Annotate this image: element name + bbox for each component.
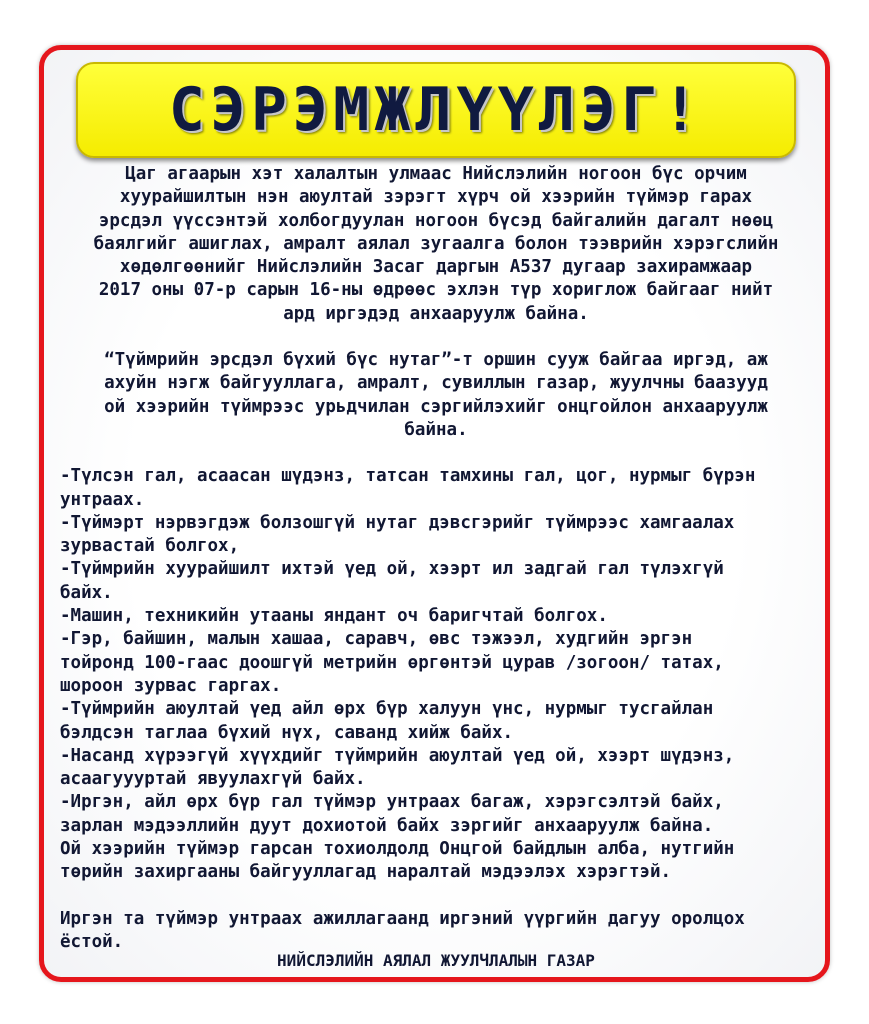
intro-line: хөдөлгөөнийг Нийслэлийн Засаг даргын А537 дугаар захирамжаар bbox=[119, 257, 753, 278]
list-line: -Түймрийн хуурайшилт ихтэй үед ой, хээрт ил задгай гал түлэхгүй bbox=[60, 559, 724, 580]
list-line: тойронд 100-гаас доошгүй метрийн өргөнтэй цурав /зогоон/ татах, bbox=[60, 652, 724, 673]
list-line: -Түлсэн гал, асаасан шүдэнз, татсан тамхины гал, цог, нурмыг бүрэн bbox=[60, 466, 756, 487]
warning-line: ахуйн нэгж байгууллага, амралт, сувиллын газар, жуулчны баазууд bbox=[104, 373, 768, 394]
list-line: унтраах. bbox=[60, 489, 145, 510]
intro-paragraph bbox=[60, 163, 812, 326]
intro-line: ард иргэдэд анхааруулж байна. bbox=[283, 303, 589, 324]
list-line: -Иргэн, айл өрх бүр гал түймэр унтраах багаж, хэрэгсэлтэй байх, bbox=[60, 792, 724, 813]
title-banner bbox=[76, 62, 796, 158]
list-line: -Түймэрт нэрвэгдэж болзошгүй нутаг дэвсгэрийг түймрээс хамгаалах bbox=[60, 512, 735, 533]
warning-paragraph bbox=[60, 349, 812, 442]
list-line: Ой хээрийн түймэр гарсан тохиолдолд Онцгой байдлын алба, нутгийн bbox=[60, 839, 735, 860]
intro-line: Цаг агаарын хэт халалтын улмаас Нийслэлийн ногоон бүс орчим bbox=[125, 164, 747, 184]
intro-line: эрсдэл үүссэнтэй холбогдуулан ногоон бүсэд байгалийн дагалт нөөц bbox=[98, 210, 774, 231]
spacer bbox=[60, 885, 812, 908]
intro-line: баялгийг ашиглах, амралт аялал зугаалга болон тээврийн хэрэгслийн bbox=[93, 233, 779, 254]
list-line: бэлдсэн таглаа бүхий нүх, саванд хийж байх. bbox=[60, 722, 514, 743]
list-line: -Гэр, байшин, малын хашаа, саравч, өвс тэжээл, худгийн эргэн bbox=[60, 629, 693, 650]
warning-line: байна. bbox=[404, 419, 468, 440]
list-line: -Машин, техникийн утааны яндант оч баригчтай болгох. bbox=[60, 606, 608, 627]
closing-line: Иргэн та түймэр унтраах ажиллагаанд иргэний үүргийн дагуу оролцох bbox=[60, 908, 745, 929]
closing-paragraph bbox=[60, 908, 812, 955]
list-line: -Насанд хүрээгүй хүүхдийг түймрийн аюултай үед ой, хээрт шүдэнз, bbox=[60, 745, 735, 766]
list-line: зурвастай болгох, bbox=[60, 536, 240, 557]
warning-line: “Түймрийн эрсдэл бүхий бүс нутаг”-т оршин сууж байгаа иргэд, аж bbox=[104, 350, 768, 371]
issuer-signature: НИЙСЛЭЛИЙН АЯЛАЛ ЖУУЛЧЛАЛЫН ГАЗАР bbox=[277, 951, 595, 970]
warning-line: ой хээрийн түймрээс урьдчилан сэргийлэхийг онцгойлон анхааруулж bbox=[104, 396, 768, 417]
closing-line: ёстой. bbox=[60, 931, 124, 952]
list-line: байх. bbox=[60, 582, 113, 603]
list-line: шороон зурвас гаргах. bbox=[60, 675, 282, 696]
list-line: -Түймрийн аюултай үед айл өрх бүр халуун үнс, нурмыг тусгайлан bbox=[60, 699, 714, 720]
notice-body bbox=[60, 163, 812, 954]
list-line: зарлан мэдээллийн дуут дохиотой байх зэргийг анхааруулж байна. bbox=[60, 815, 714, 836]
list-line: төрийн захиргааны байгууллагад наралтай мэдээлэх хэрэгтэй. bbox=[60, 862, 672, 883]
spacer bbox=[60, 326, 812, 349]
spacer bbox=[60, 442, 812, 465]
instruction-list bbox=[60, 465, 812, 884]
list-line: асаагуууртай явуулахгүй байх. bbox=[60, 769, 366, 790]
page-title: СЭРЭМЖЛҮҮЛЭГ! bbox=[168, 75, 704, 145]
intro-line: хуурайшилтын нэн аюултай зэрэгт хүрч ой хээрийн түймэр гарах bbox=[119, 187, 753, 208]
intro-line: 2017 оны 07-р сарын 16-ны өдрөөс эхлэн түр хориглож байгааг нийт bbox=[98, 280, 774, 301]
